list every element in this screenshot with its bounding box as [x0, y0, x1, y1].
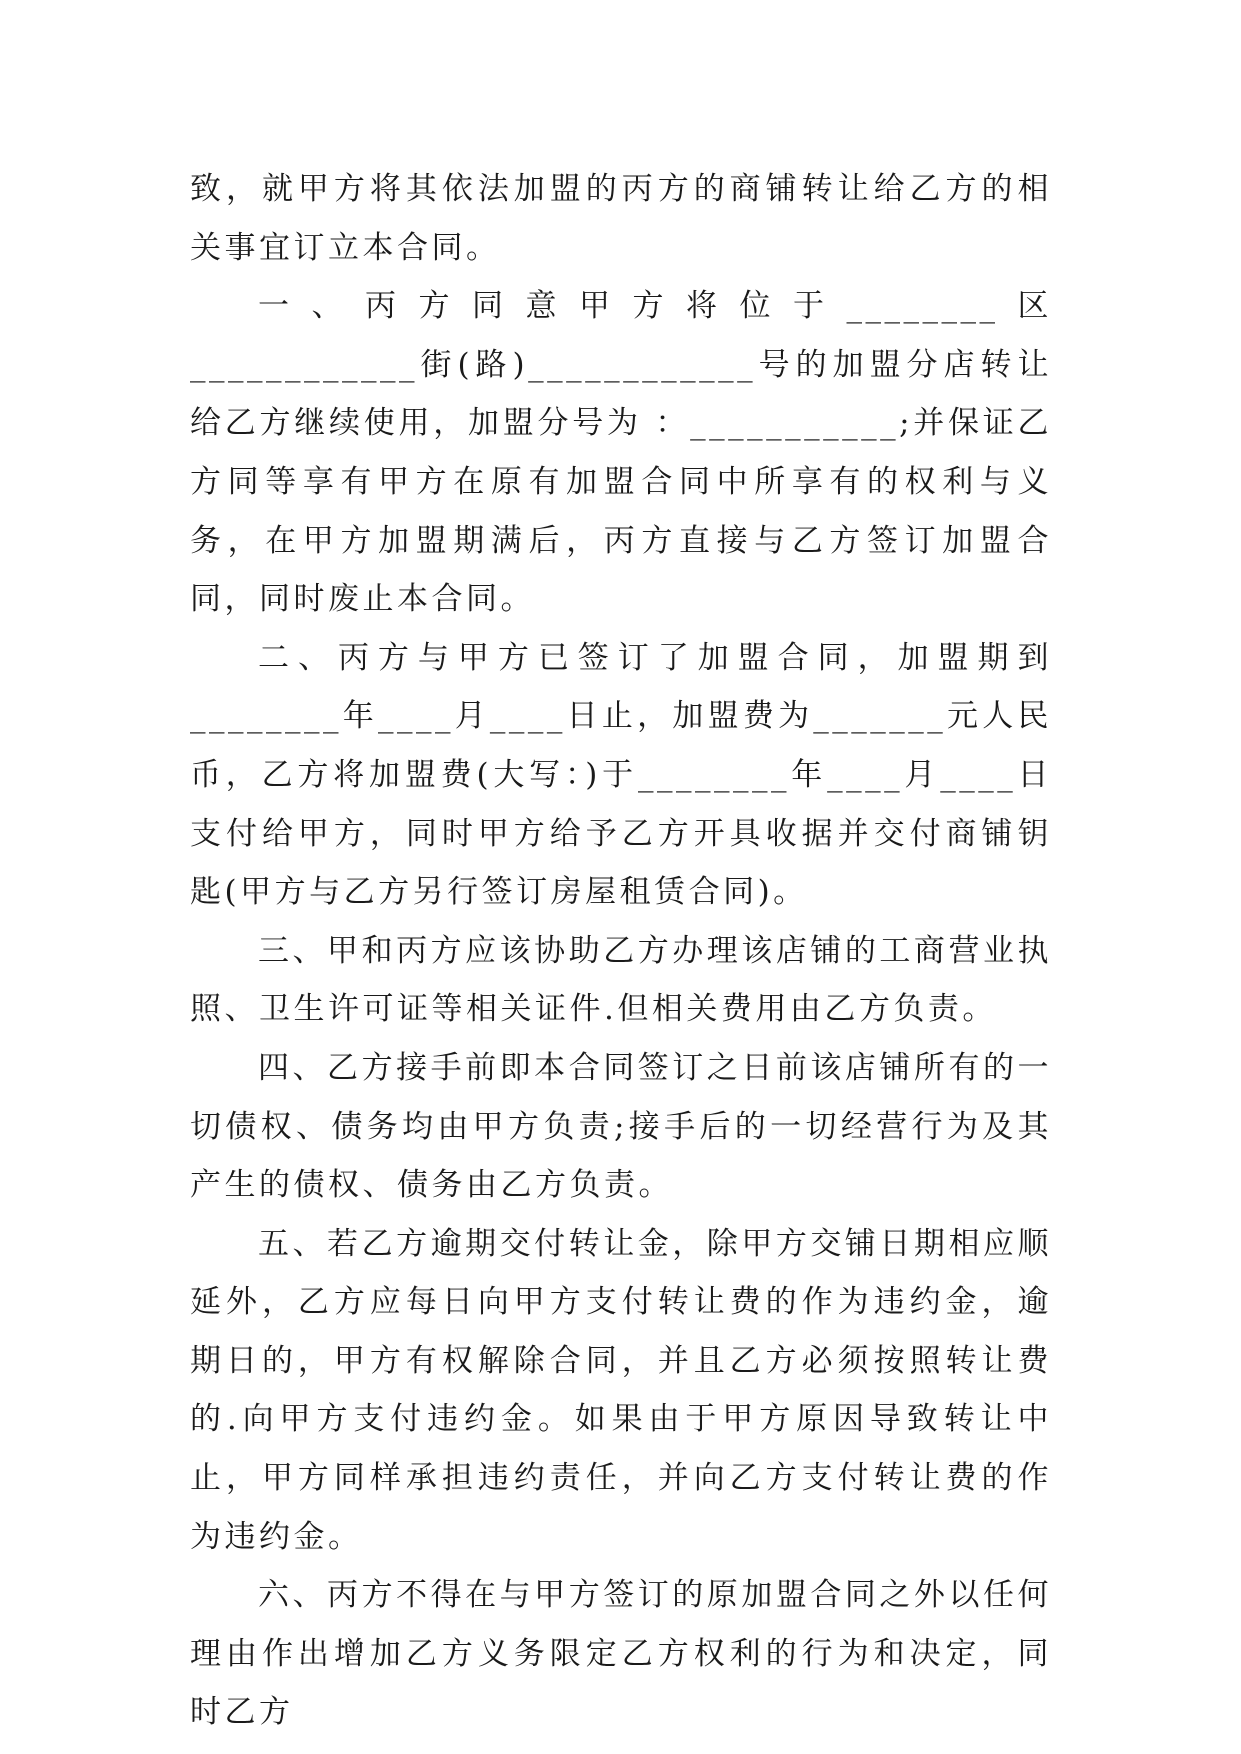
clause-6-paragraph: 六、丙方不得在与甲方签订的原加盟合同之外以任何理由作出增加乙方义务限定乙方权利的行为和决定，同时乙方	[190, 1577, 1052, 1731]
clause-4-paragraph: 四、乙方接手前即本合同签订之日前该店铺所有的一切债权、债务均由甲方负责;接手后的一切经营行为及其产生的债权、债务由乙方负责。	[190, 1049, 1052, 1204]
clause-5-paragraph: 五、若乙方逾期交付转让金，除甲方交铺日期相应顺延外，乙方应每日向甲方支付转让费的作为违约金，逾期日的，甲方有权解除合同，并且乙方必须按照转让费的.向甲方支付违约金。如果由于甲方原因导致转让中止，甲方同样承担违约责任，并向乙方支付转让费的作为违约金。	[190, 1225, 1052, 1555]
clause-3-paragraph: 三、甲和丙方应该协助乙方办理该店铺的工商营业执照、卫生许可证等相关证件.但相关费用由乙方负责。	[190, 932, 1052, 1028]
clause-1-paragraph: 一、丙方同意甲方将位于________区 ____________街(路)____________号的加盟分店转让给乙方继续使用，加盟分号为 ：___________;并保证乙方同等享有甲方在原有加盟合同中所享有的权利与义务，在甲方加盟期满后，丙方直接与乙方签订加盟合同，同时废止本合同。	[190, 288, 1052, 618]
clause-2-paragraph: 二、丙方与甲方已签订了加盟合同，加盟期到________年____月____日止，加盟费为_______元人民币，乙方将加盟费(大写：)于________年____月____日支付给甲方，同时甲方给予乙方开具收据并交付商铺钥匙(甲方与乙方另行签订房屋租赁合同)。	[190, 639, 1052, 911]
paragraph-continuation: 致，就甲方将其依法加盟的丙方的商铺转让给乙方的相关事宜订立本合同。	[190, 171, 1052, 266]
document-body	[190, 160, 1052, 1742]
